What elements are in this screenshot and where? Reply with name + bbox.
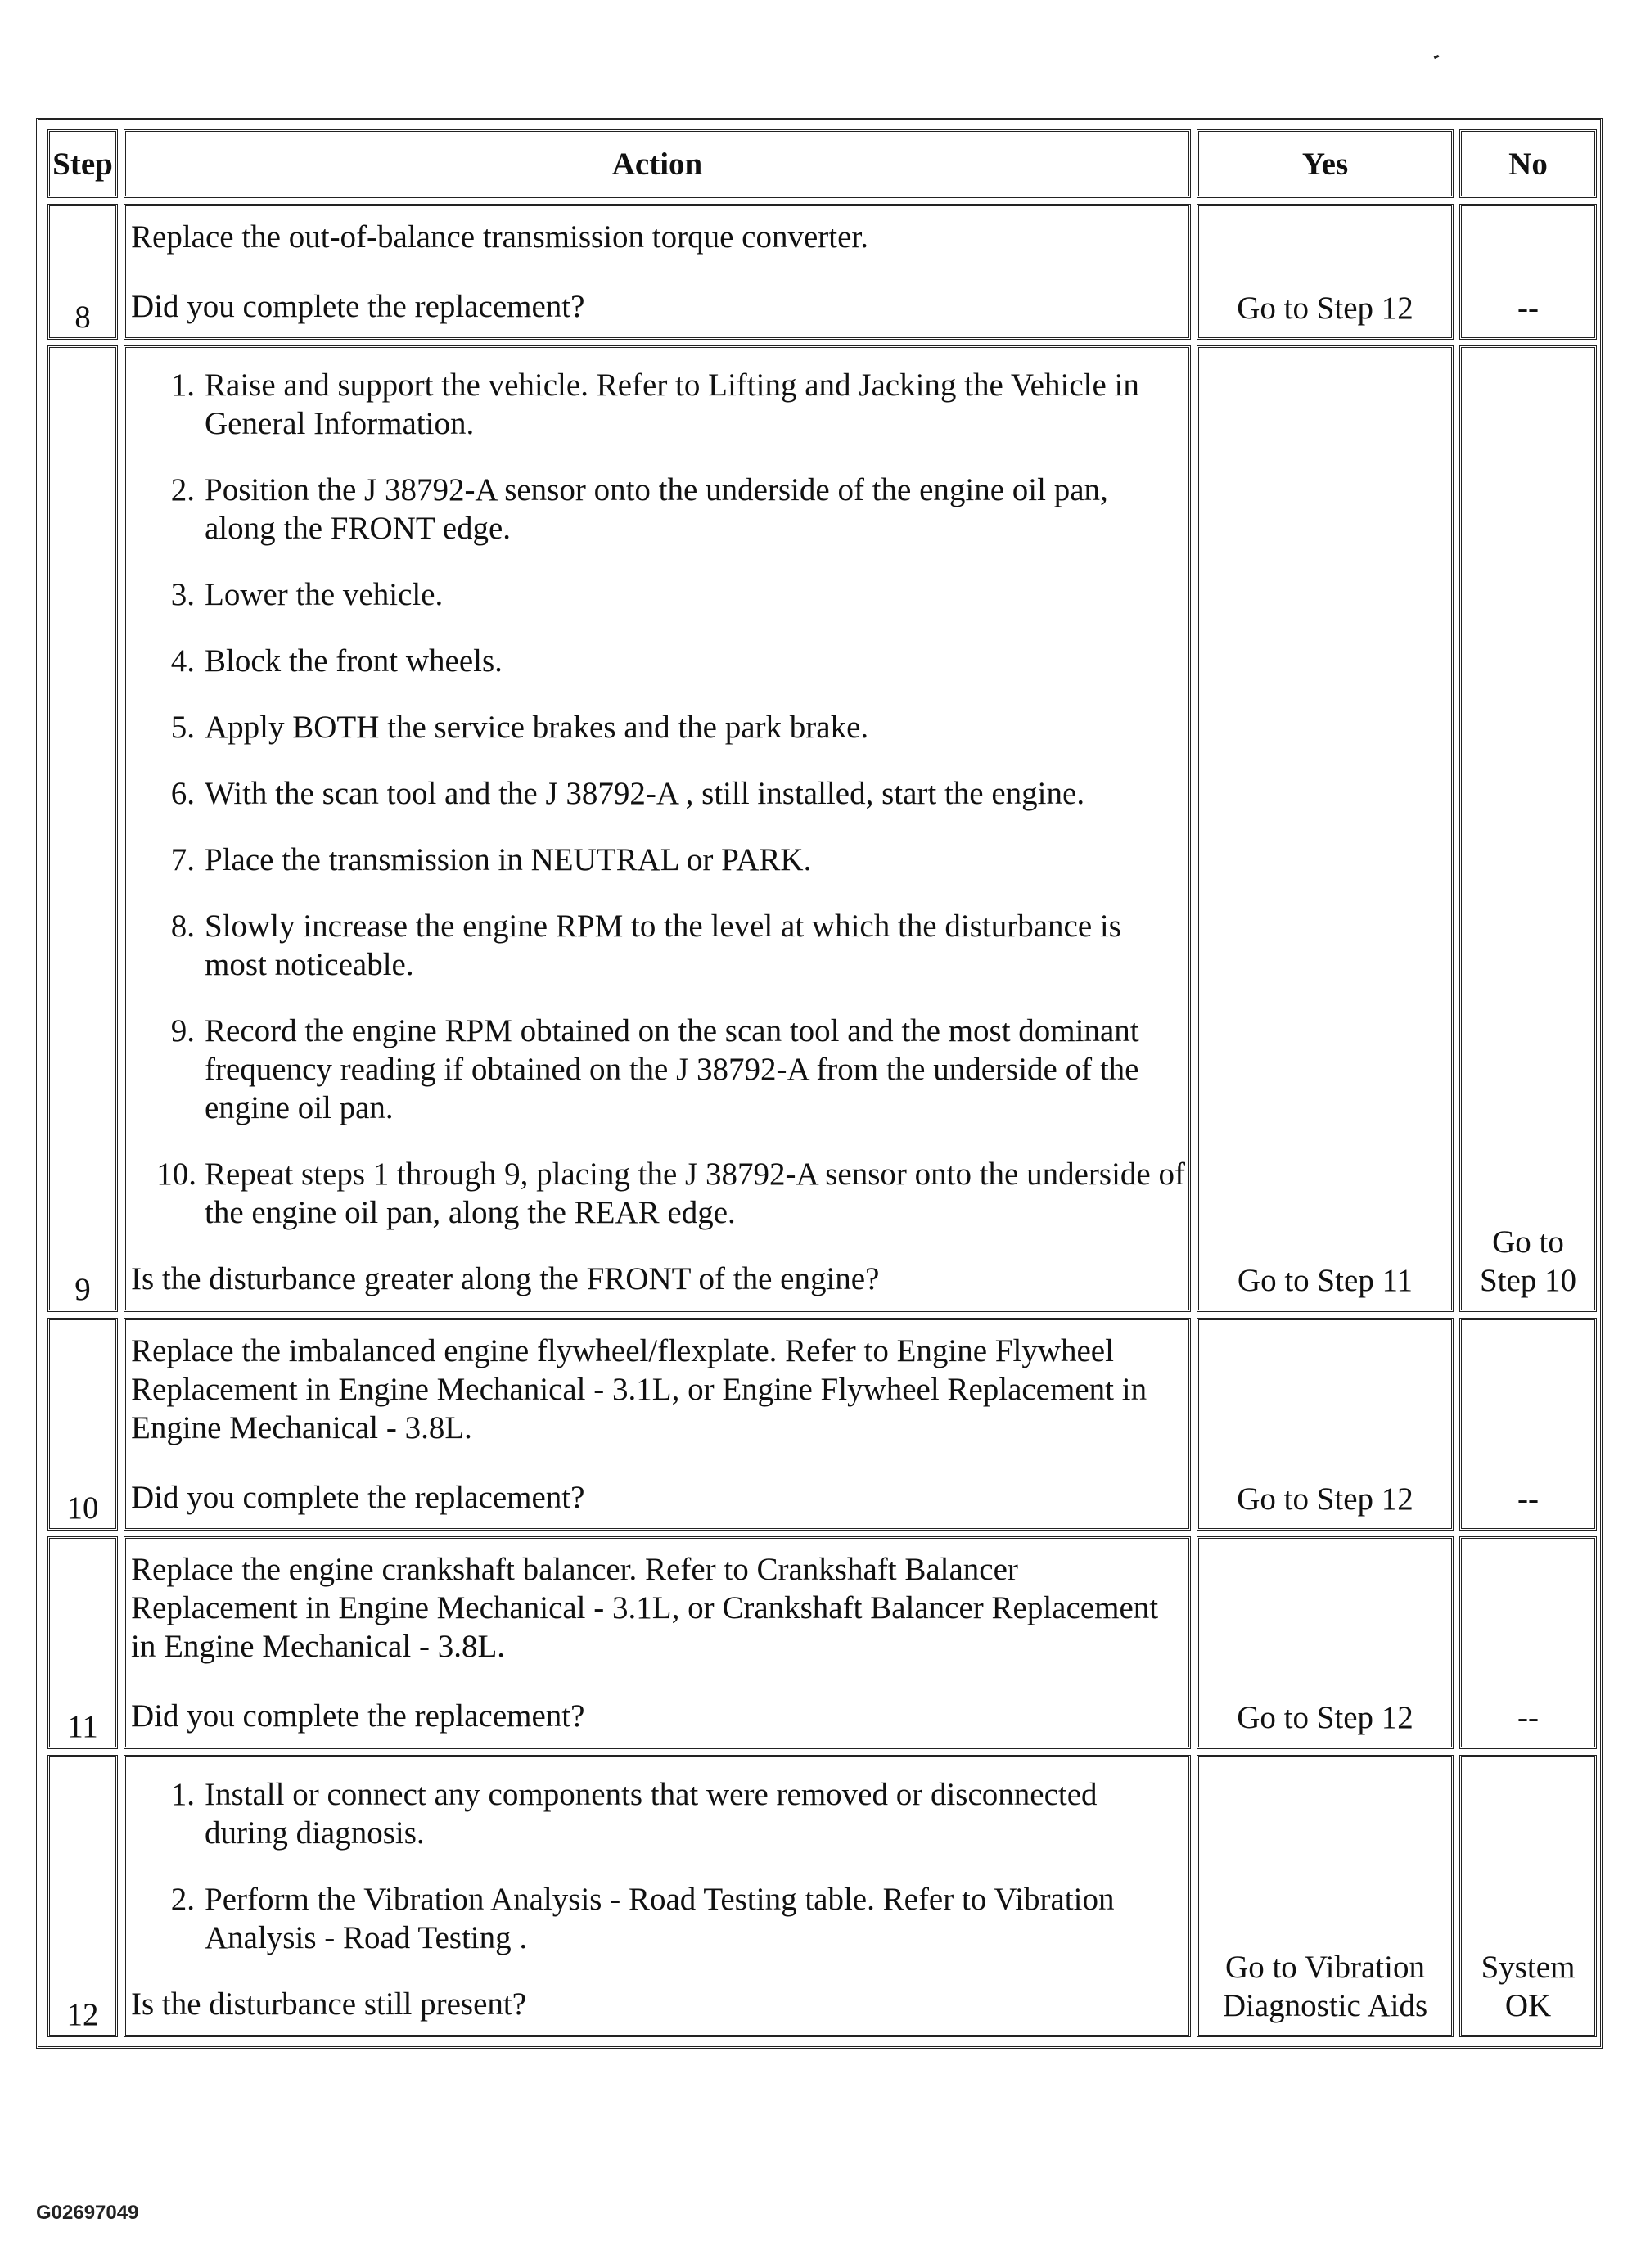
yes-result: Go to Step 12 (1197, 204, 1454, 340)
yes-result: Go to Step 12 (1197, 1536, 1454, 1749)
procedure-item-text: Raise and support the vehicle. Refer to Lifting and Jacking the Vehicle in General Information. (205, 367, 1139, 441)
table-row (47, 1318, 1597, 1531)
procedure-item-text: Apply BOTH the service brakes and the park brake. (205, 710, 869, 745)
no-result: Go to Step 10 (1459, 345, 1597, 1312)
procedure-item (170, 1775, 1185, 1852)
procedure-item (170, 1012, 1185, 1127)
procedure-item (170, 907, 1185, 984)
procedure-item-text: Slowly increase the engine RPM to the level at which the disturbance is most noticeable. (205, 909, 1121, 982)
table-row (47, 1536, 1597, 1749)
figure-id: G02697049 (36, 2202, 139, 2224)
yes-result: Go to Step 12 (1197, 1318, 1454, 1531)
procedure-item-text: With the scan tool and the J 38792-A , still installed, start the engine. (205, 776, 1085, 811)
action-question: Did you complete the replacement? (131, 1698, 585, 1734)
action-question: Did you complete the replacement? (131, 1480, 585, 1515)
action-instruction: Replace the out-of-balance transmission torque converter. (131, 219, 868, 255)
procedure-item-number: 10. (156, 1157, 196, 1192)
header-action: Action (124, 129, 1191, 198)
procedure-item-number: 2. (170, 1882, 195, 1917)
step-number: 11 (47, 1536, 118, 1749)
procedure-item-text: Install or connect any components that were removed or disconnected during diagnosis. (205, 1777, 1098, 1851)
procedure-item (170, 708, 1185, 746)
procedure-item (170, 471, 1185, 548)
procedure-item (170, 642, 1185, 680)
no-result: -- (1459, 1536, 1597, 1749)
action-instruction: Replace the engine crankshaft balancer. Refer to Crankshaft Balancer Replacement in Engine Mechanical - 3.1L, or Crankshaft Balancer Replacement in Engine Mechanical - 3.8L. (131, 1552, 1159, 1664)
procedure-item (156, 1155, 1185, 1232)
procedure-item-text: Lower the vehicle. (205, 577, 444, 612)
procedure-item-text: Place the transmission in NEUTRAL or PARK. (205, 842, 812, 877)
header-step: Step (47, 129, 118, 198)
procedure-item (170, 774, 1185, 813)
diagnostic-table-frame (36, 118, 1603, 2049)
header-row (47, 129, 1597, 198)
procedure-item-number: 2. (170, 472, 195, 507)
action-question: Is the disturbance greater along the FRONT of the engine? (131, 1261, 880, 1296)
step-number: 12 (47, 1755, 118, 2037)
stray-mark (1434, 55, 1440, 59)
action-cell (124, 1536, 1191, 1749)
procedure-item-number: 1. (170, 367, 195, 403)
procedure-item-number: 3. (170, 577, 195, 612)
procedure-item-number: 4. (170, 643, 195, 679)
action-instruction: Replace the imbalanced engine flywheel/flexplate. Refer to Engine Flywheel Replacement in Engine Mechanical - 3.1L, or Engine Flywheel Replacement in Engine Mechanical - 3.8L. (131, 1333, 1147, 1445)
procedure-item-text: Block the front wheels. (205, 643, 503, 679)
diagnostic-table (42, 124, 1603, 2043)
procedure-item-number: 9. (170, 1013, 195, 1048)
table-row (47, 1755, 1597, 2037)
header-no: No (1459, 129, 1597, 198)
no-result: System OK (1459, 1755, 1597, 2037)
table-body (47, 204, 1597, 2037)
procedure-item-text: Perform the Vibration Analysis - Road Testing table. Refer to Vibration Analysis - Road Testing . (205, 1882, 1115, 1955)
no-result: -- (1459, 1318, 1597, 1531)
procedure-item (170, 1880, 1185, 1957)
procedure-item-number: 1. (170, 1777, 195, 1812)
no-result: -- (1459, 204, 1597, 340)
procedure-item-number: 8. (170, 909, 195, 944)
action-question: Did you complete the replacement? (131, 289, 585, 324)
action-cell (124, 1318, 1191, 1531)
procedure-item (170, 366, 1185, 443)
yes-result: Go to Step 11 (1197, 345, 1454, 1312)
procedure-item-number: 7. (170, 842, 195, 877)
procedure-item-text: Position the J 38792-A sensor onto the underside of the engine oil pan, along the FRONT edge. (205, 472, 1108, 546)
action-cell (124, 345, 1191, 1312)
procedure-item-text: Record the engine RPM obtained on the scan tool and the most dominant frequency reading if obtained on the J 38792-A from the underside of the engine oil pan. (205, 1013, 1139, 1125)
procedure-item-number: 5. (170, 710, 195, 745)
action-cell (124, 204, 1191, 340)
step-number: 10 (47, 1318, 118, 1531)
table-row (47, 204, 1597, 340)
procedure-item (170, 841, 1185, 879)
action-cell (124, 1755, 1191, 2037)
yes-result: Go to Vibration Diagnostic Aids (1197, 1755, 1454, 2037)
procedure-list (131, 366, 1185, 1232)
step-number: 9 (47, 345, 118, 1312)
procedure-item-text: Repeat steps 1 through 9, placing the J 38792-A sensor onto the underside of the engine oil pan, along the REAR edge. (205, 1157, 1185, 1230)
table-row (47, 345, 1597, 1312)
step-number: 8 (47, 204, 118, 340)
procedure-item-number: 6. (170, 776, 195, 811)
procedure-item (170, 575, 1185, 614)
action-question: Is the disturbance still present? (131, 1986, 527, 2022)
procedure-list (131, 1775, 1185, 1957)
header-yes: Yes (1197, 129, 1454, 198)
